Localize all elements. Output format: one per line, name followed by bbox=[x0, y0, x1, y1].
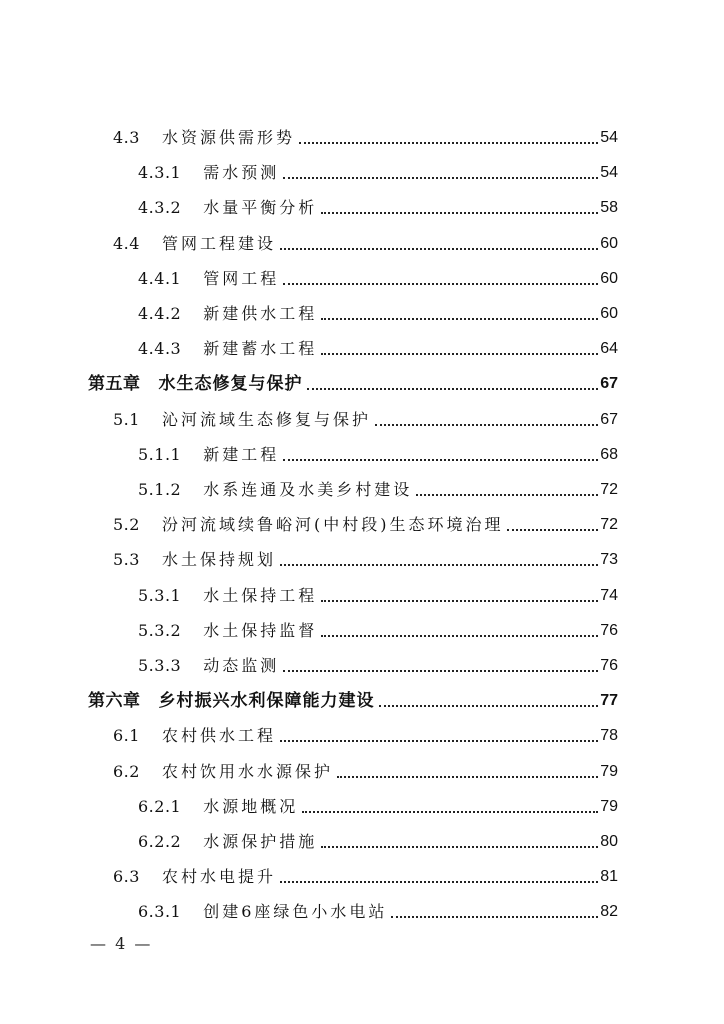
toc-entry-title: 水土保持监督 bbox=[203, 620, 318, 640]
toc-entry-title: 乡村振兴水利保障能力建设 bbox=[158, 691, 375, 712]
dot-leader bbox=[280, 552, 598, 566]
toc-entry-title: 动态监测 bbox=[203, 656, 280, 675]
dot-leader bbox=[321, 200, 598, 214]
toc-entry-title: 新建工程 bbox=[203, 444, 280, 464]
toc-entry-title: 新建供水工程 bbox=[203, 304, 318, 323]
toc-entry[interactable] bbox=[113, 224, 618, 254]
toc-entry[interactable] bbox=[138, 787, 618, 817]
toc-entry-title: 管网工程建设 bbox=[161, 233, 276, 253]
dot-leader bbox=[391, 904, 598, 918]
toc-entry-title: 水量平衡分析 bbox=[203, 198, 318, 218]
toc-entry-number: 5.2 bbox=[113, 515, 140, 535]
toc-entry-page: 72 bbox=[600, 516, 618, 534]
toc-entry-page: 64 bbox=[600, 340, 618, 358]
toc-entry-page: 54 bbox=[600, 129, 618, 146]
toc-entry-number: 6.2.2 bbox=[138, 832, 182, 851]
toc-entry-number: 6.2.1 bbox=[138, 796, 182, 816]
toc-entry-page: 60 bbox=[600, 234, 618, 252]
toc-entry-number: 4.3.1 bbox=[138, 163, 182, 183]
toc-entry-page: 74 bbox=[600, 586, 618, 604]
toc-entry-number: 5.3 bbox=[113, 550, 140, 570]
toc-entry-number: 6.2 bbox=[113, 761, 140, 781]
toc-entry[interactable] bbox=[138, 329, 618, 359]
toc-entry-title: 需水预测 bbox=[203, 163, 280, 183]
toc-entry-number: 第五章 bbox=[88, 374, 141, 395]
toc-entry[interactable] bbox=[113, 752, 618, 782]
toc-entry[interactable] bbox=[113, 505, 618, 535]
toc-entry-number: 5.1.1 bbox=[138, 444, 182, 464]
toc-entry-page: 78 bbox=[600, 727, 618, 745]
toc-entry-page: 68 bbox=[600, 445, 618, 463]
dot-leader bbox=[283, 165, 598, 179]
toc-entry-page: 67 bbox=[600, 410, 618, 428]
toc-entry-number: 5.3.1 bbox=[138, 585, 182, 605]
page-number-footer: — 4 — bbox=[90, 934, 153, 953]
dot-leader bbox=[507, 517, 598, 531]
toc-entry-page: 80 bbox=[600, 833, 618, 850]
toc-entry-title: 创建6座绿色小水电站 bbox=[203, 902, 388, 922]
toc-entry[interactable] bbox=[138, 153, 618, 183]
toc-entry-title: 水系连通及水美乡村建设 bbox=[203, 480, 413, 499]
toc-entry-page: 54 bbox=[600, 164, 618, 182]
toc-entry-number: 4.4.2 bbox=[138, 304, 182, 323]
dot-leader bbox=[321, 306, 598, 320]
toc-entry-number: 5.1.2 bbox=[138, 480, 182, 499]
toc-entry-number: 6.1 bbox=[113, 726, 140, 746]
toc-entry-title: 新建蓄水工程 bbox=[203, 339, 318, 359]
toc-entry-page: 60 bbox=[600, 305, 618, 322]
dot-leader bbox=[321, 588, 598, 602]
toc-entry[interactable] bbox=[138, 259, 618, 289]
toc-entry-number: 4.3.2 bbox=[138, 198, 182, 218]
dot-leader bbox=[280, 728, 598, 742]
toc-entry-page: 60 bbox=[600, 269, 618, 287]
toc-entry-title: 汾河流域续鲁峪河(中村段)生态环境治理 bbox=[161, 515, 504, 535]
toc-entry-title: 沁河流域生态修复与保护 bbox=[161, 409, 371, 429]
toc-entry-number: 5.1 bbox=[113, 409, 140, 429]
toc-entry-title: 水源地概况 bbox=[203, 796, 299, 816]
toc-entry[interactable] bbox=[138, 470, 618, 500]
toc-entry-title: 农村水电提升 bbox=[161, 867, 276, 887]
toc-entry[interactable] bbox=[138, 188, 618, 218]
toc-entry-page: 67 bbox=[600, 375, 618, 393]
toc-entry[interactable] bbox=[138, 294, 618, 324]
dot-leader bbox=[337, 764, 598, 778]
dot-leader bbox=[280, 236, 598, 250]
dot-leader bbox=[375, 412, 598, 426]
dot-leader bbox=[283, 447, 598, 461]
toc-entry[interactable] bbox=[138, 611, 618, 641]
toc-entry-title: 水源保护措施 bbox=[203, 832, 318, 851]
dot-leader bbox=[321, 341, 598, 355]
toc-entry-page: 76 bbox=[600, 621, 618, 639]
toc-entry[interactable] bbox=[113, 118, 618, 148]
toc-entry-page: 81 bbox=[600, 868, 618, 886]
dot-leader bbox=[416, 482, 598, 496]
toc-entry-page: 82 bbox=[600, 903, 618, 921]
toc-entry-title: 水土保持规划 bbox=[161, 550, 276, 570]
toc-entry-page: 79 bbox=[600, 797, 618, 815]
toc-entry-title: 管网工程 bbox=[203, 268, 280, 288]
toc-entry-number: 4.4.1 bbox=[138, 268, 182, 288]
dot-leader bbox=[302, 799, 598, 813]
toc-entry-number: 第六章 bbox=[88, 691, 141, 712]
dot-leader bbox=[379, 693, 599, 707]
dot-leader bbox=[321, 623, 598, 637]
toc-entry[interactable] bbox=[138, 822, 618, 852]
toc-entry-title: 农村供水工程 bbox=[161, 726, 276, 746]
toc-entry[interactable] bbox=[138, 892, 618, 922]
toc-entry[interactable] bbox=[138, 435, 618, 465]
dot-leader bbox=[307, 376, 599, 390]
toc-entry-number: 6.3.1 bbox=[138, 902, 182, 922]
toc-entry-number: 6.3 bbox=[113, 867, 140, 887]
toc-entry-number: 4.3 bbox=[113, 128, 140, 147]
toc-entry-title: 水资源供需形势 bbox=[161, 128, 295, 147]
toc-entry-title: 水土保持工程 bbox=[203, 585, 318, 605]
toc-entry-page: 77 bbox=[600, 692, 618, 710]
dot-leader bbox=[321, 834, 598, 848]
toc-entry[interactable] bbox=[113, 540, 618, 570]
toc-entry-page: 73 bbox=[600, 551, 618, 569]
toc-entry-page: 79 bbox=[600, 762, 618, 780]
toc-entry-page: 76 bbox=[600, 657, 618, 674]
toc-entry[interactable] bbox=[113, 857, 618, 887]
toc-entry-title: 农村饮用水水源保护 bbox=[161, 761, 333, 781]
toc-entry-title: 水生态修复与保护 bbox=[158, 374, 303, 395]
toc-entry-number: 5.3.2 bbox=[138, 620, 182, 640]
dot-leader bbox=[280, 869, 598, 883]
toc-entry[interactable] bbox=[113, 716, 618, 746]
toc-entry-number: 4.4 bbox=[113, 233, 140, 253]
toc-entry[interactable] bbox=[138, 576, 618, 606]
toc-entry[interactable] bbox=[138, 646, 618, 676]
toc-chapter-entry[interactable] bbox=[88, 681, 618, 711]
dot-leader bbox=[283, 271, 598, 285]
toc-entry-number: 4.4.3 bbox=[138, 339, 182, 359]
dot-leader bbox=[299, 130, 598, 144]
toc-entry-page: 58 bbox=[600, 199, 618, 217]
dot-leader bbox=[283, 658, 598, 672]
toc-entry[interactable] bbox=[113, 400, 618, 430]
toc-chapter-entry[interactable] bbox=[88, 364, 618, 394]
toc-entry-page: 72 bbox=[600, 481, 618, 498]
toc-entry-number: 5.3.3 bbox=[138, 656, 182, 675]
